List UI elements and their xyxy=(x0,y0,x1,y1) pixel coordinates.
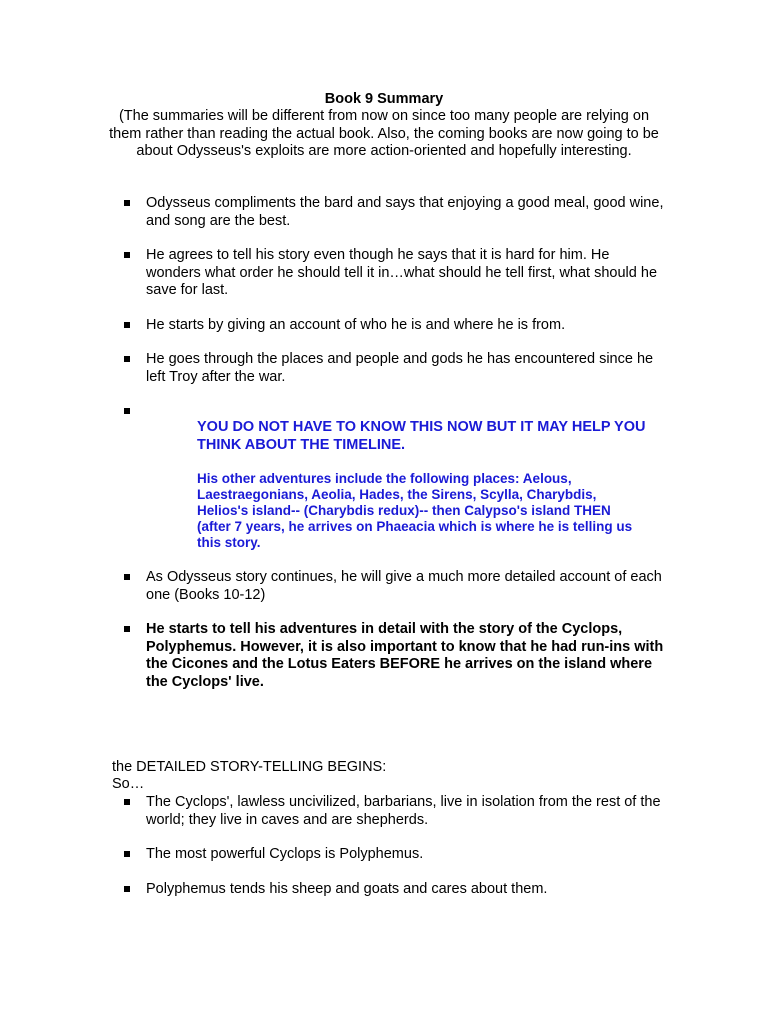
bullet-marker xyxy=(124,408,130,414)
list-item: He starts to tell his adventures in detail with the story of the Cyclops, Polyphemus. However, it is also important to know that he had run-ins with the Cicones and the Lotus Eaters BEFORE he arrives on the island where the Cyclops' live. xyxy=(146,621,664,690)
bullet-marker xyxy=(124,626,130,632)
list-item: Polyphemus tends his sheep and goats and cares about them. xyxy=(146,881,548,897)
bullet-marker xyxy=(124,252,130,258)
list-item: Odysseus compliments the bard and says that enjoying a good meal, good wine, and song are the best. xyxy=(146,195,664,229)
list-item: He goes through the places and people and gods he has encountered since he left Troy after the war. xyxy=(146,351,654,385)
bullet-marker xyxy=(124,851,130,857)
page-title: Book 9 Summary xyxy=(324,91,444,107)
so-label: So… xyxy=(112,776,145,792)
notice-body: His other adventures include the following places: Aelous, Laestraegonians, Aeolia, Hades, the Sirens, Scylla, Charybdis, Helios's island-- (Charybdis redux)-- then Calypso's island THEN (after 7 years, he arrives on Phaeacia which is where he is telling us this story. xyxy=(197,471,633,550)
bullet-marker xyxy=(124,574,130,580)
notice-heading: YOU DO NOT HAVE TO KNOW THIS NOW BUT IT MAY HELP YOU THINK ABOUT THE TIMELINE. xyxy=(197,419,646,453)
list-item: He agrees to tell his story even though he says that it is hard for him. He wonders what order he should tell it in…what should he tell first, what should he save for last. xyxy=(146,247,658,298)
intro-paragraph: (The summaries will be different from now on since too many people are relying on them rather than reading the actual book. Also, the coming books are now going to be about Odysseus's exploits are more action-oriented and hopefully interesting. xyxy=(109,108,659,159)
list-item: As Odysseus story continues, he will give a much more detailed account of each one (Books 10-12) xyxy=(146,569,662,603)
list-item: The most powerful Cyclops is Polyphemus. xyxy=(146,846,424,862)
bullet-marker xyxy=(124,356,130,362)
bullet-marker xyxy=(124,200,130,206)
bullet-marker xyxy=(124,886,130,892)
section-heading: the DETAILED STORY-TELLING BEGINS: xyxy=(112,759,387,775)
timeline-notice xyxy=(197,419,647,551)
bullet-marker xyxy=(124,799,130,805)
list-item: The Cyclops', lawless uncivilized, barbarians, live in isolation from the rest of the world; they live in caves and are shepherds. xyxy=(146,794,661,828)
bullet-marker xyxy=(124,322,130,328)
list-item: He starts by giving an account of who he is and where he is from. xyxy=(146,317,566,333)
